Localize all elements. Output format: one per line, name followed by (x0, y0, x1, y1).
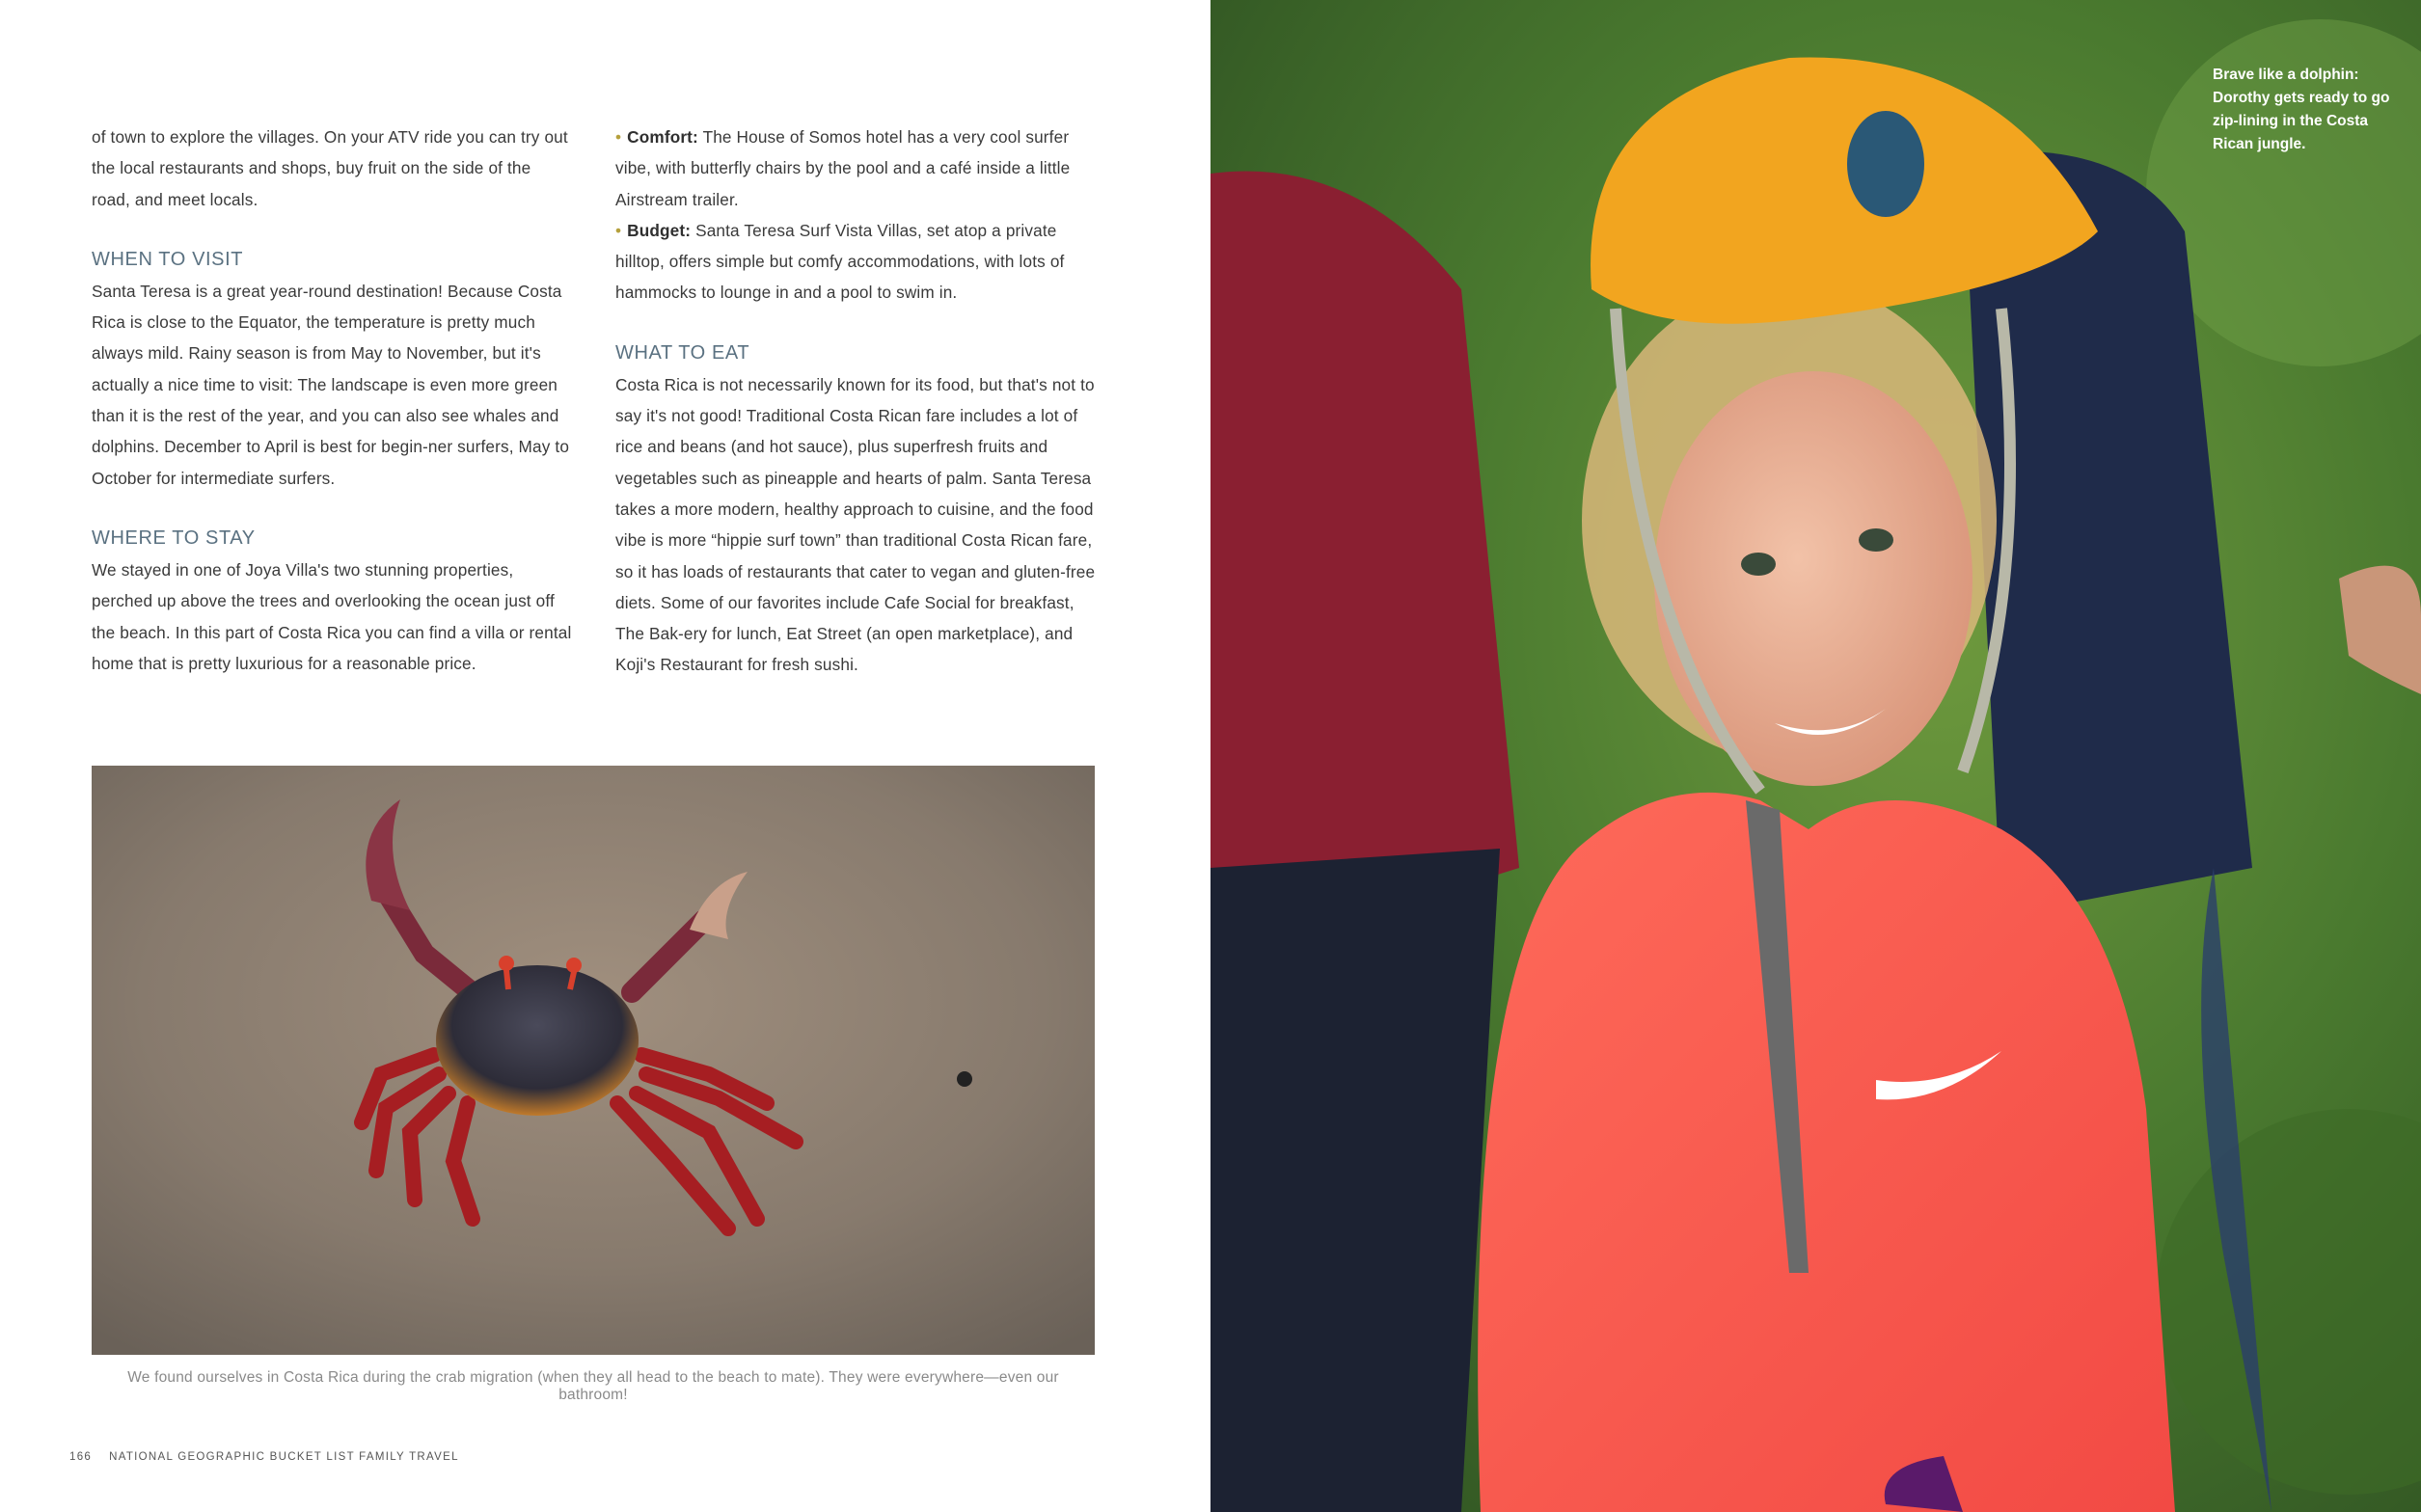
heading-where-to-stay: WHERE TO STAY (92, 526, 256, 549)
bullet-text: The House of Somos hotel has a very cool surfer vibe, with butterfly chairs by the pool and a café inside a little Airstream trailer. (615, 127, 1071, 209)
crab-illustration (92, 766, 1095, 1355)
where-to-stay-text: We stayed in one of Joya Villa's two stunning properties, perched up above the trees and overlooking the ocean just off the beach. In this part of Costa Rica you can find a villa or rental home that is pretty luxurious for a reasonable price. (92, 559, 572, 673)
crab-photo-caption: We found ourselves in Costa Rica during the crab migration (when they all head to the beach to mate). They were everywhere—even our bathroom! (127, 1369, 1059, 1403)
folio (69, 1451, 459, 1463)
left-page (0, 0, 1210, 1512)
when-to-visit-text: Santa Teresa is a great year-round destination! Because Costa Rica is close to the Equator, the temperature is pretty much always mild. Rainy season is from May to November, but it's actually a nice time to visit: The landscape is even more green than it is the rest of the year, and you can also see whales and dolphins. December to April is best for begin-ner surfers, May to October for intermediate surfers. (92, 281, 570, 488)
bullet-text: Santa Teresa Surf Vista Villas, set atop a private hilltop, offers simple but comfy accommodations, with lots of hammocks to lounge in and a pool to swim in. (615, 220, 1065, 303)
heading-when-to-visit: WHEN TO VISIT (92, 248, 244, 270)
running-title: NATIONAL GEOGRAPHIC BUCKET LIST FAMILY TRAVEL (109, 1451, 459, 1463)
bullet-budget (615, 215, 1098, 309)
text-column-right (615, 122, 1098, 681)
girl-photo-illustration (1210, 0, 2421, 1512)
bullet-comfort (615, 122, 1098, 215)
crab-photo (92, 766, 1095, 1355)
girl-photo (1210, 0, 2421, 1512)
girl-photo-caption: Brave like a dolphin: Dorothy gets ready to go zip-lining in the Costa Rican jungle. (2213, 67, 2390, 152)
bullet-dot-icon: • (615, 127, 622, 147)
text-column-left (92, 122, 574, 679)
bullet-label: Budget: (627, 220, 692, 240)
page-number: 166 (69, 1451, 93, 1463)
heading-what-to-eat: WHAT TO EAT (615, 341, 750, 364)
bullet-dot-icon: • (615, 220, 622, 240)
bullet-label: Comfort: (627, 127, 698, 147)
intro-paragraph: of town to explore the villages. On your ATV ride you can try out the local restaurants and shops, buy fruit on the side of the road, and meet locals. (92, 127, 568, 209)
what-to-eat-text: Costa Rica is not necessarily known for its food, but that's not to say it's not good! Traditional Costa Rican fare includes a lot of rice and beans (and hot sauce), plus superfresh fruits and vegetables such as pineapple and hearts of palm. Santa Teresa takes a more modern, healthy approach to cuisine, and the food vibe is more “hippie surf town” than traditional Costa Rican fare, so it has loads of restaurants that cater to vegan and gluten-free diets. Some of our favorites include Cafe Social for breakfast, The Bak-ery for lunch, Eat Street (an open marketplace), and Koji's Restaurant for fresh sushi. (615, 374, 1096, 675)
